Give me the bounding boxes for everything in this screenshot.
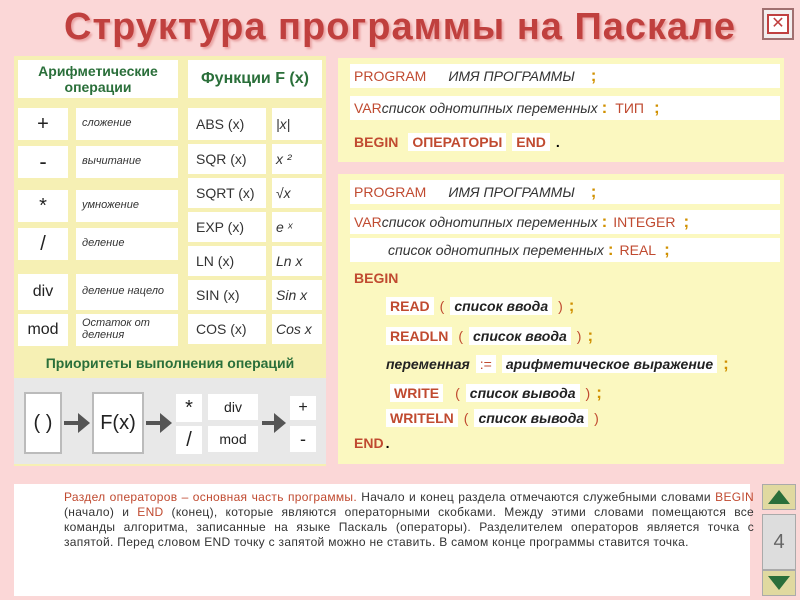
arith-header: Арифметические операции — [18, 60, 178, 98]
next-slide-button[interactable] — [762, 570, 796, 596]
b2-var-row-2 — [388, 238, 670, 262]
priority-plus: + — [290, 396, 316, 420]
b2-write-lp: ( — [455, 385, 460, 401]
b2-readln-rp: ) — [576, 328, 582, 344]
func-sin-form: Sin x — [272, 280, 322, 310]
b2-read: READ — [386, 297, 434, 315]
func-abs-form: |x| — [272, 108, 322, 140]
op-intdiv-desc: деление нацело — [76, 274, 178, 310]
priority-divslash: / — [176, 426, 202, 454]
arrow-right-icon — [78, 413, 90, 433]
b2-program-kw: PROGRAM — [354, 184, 427, 200]
description-lead: Раздел операторов – основная часть программы. — [64, 490, 357, 504]
op-mul-desc: умножение — [76, 190, 178, 222]
b2-var-list-1: список однотипных переменных — [381, 214, 598, 230]
b1-program-row — [354, 64, 596, 88]
b2-assign-row — [386, 352, 729, 376]
description-part-4: (конец), которые являются операторными скобками. Между этими словами помещаются все команды алгоритма, записанные на языке Паскаль (операторы). Разделителем операторов является точка с запятой. Перед словом END точку с запятой можно не ставить. В самом конце программы ставится точка. — [64, 505, 755, 549]
priority-minus: - — [290, 426, 316, 452]
b1-body-row — [354, 130, 560, 154]
b1-program-name: ИМЯ ПРОГРАММЫ — [448, 68, 575, 84]
priority-mod: mod — [208, 426, 258, 452]
op-intdiv: div — [18, 274, 68, 310]
b2-writeln-row — [386, 406, 599, 430]
b2-type-real: REAL — [619, 242, 657, 258]
b2-var-kw: VAR — [354, 214, 382, 230]
b1-begin: BEGIN — [354, 134, 399, 150]
b2-type-integer: INTEGER — [613, 214, 676, 230]
page-number: 4 — [762, 514, 796, 570]
b2-var-list-2: список однотипных переменных — [388, 242, 604, 258]
b2-begin-row — [354, 268, 398, 288]
b2-begin: BEGIN — [354, 270, 399, 286]
op-minus-desc: вычитание — [76, 146, 178, 178]
priority-parens: ( ) — [24, 392, 62, 454]
func-header: Функции F (x) — [188, 60, 322, 98]
b2-read-list: список ввода — [450, 297, 552, 315]
b2-semi-2: ; — [683, 212, 690, 231]
b2-readln-semi: ; — [587, 326, 594, 345]
b2-var-row-1 — [354, 210, 689, 234]
b2-readln: READLN — [386, 327, 452, 345]
op-plus-desc: сложение — [76, 108, 178, 140]
b2-program-name: ИМЯ ПРОГРАММЫ — [448, 184, 575, 200]
close-icon: ✕ — [767, 14, 789, 34]
op-minus: - — [18, 146, 68, 178]
func-cos: COS (x) — [188, 314, 266, 344]
priority-div: div — [208, 394, 258, 420]
func-sqr: SQR (x) — [188, 144, 266, 174]
b2-read-row — [386, 294, 574, 318]
func-sqrt: SQRT (x) — [188, 178, 266, 208]
b2-variable: переменная — [386, 356, 470, 372]
priority-title: Приоритеты выполнения операций — [45, 355, 295, 371]
func-abs: ABS (x) — [188, 108, 266, 140]
b1-type: ТИП — [615, 100, 644, 116]
b2-assign: := — [476, 355, 496, 373]
op-mod: mod — [18, 314, 68, 346]
b2-semi-3: ; — [664, 240, 670, 259]
b1-program-kw: PROGRAM — [354, 68, 427, 84]
b1-operators: ОПЕРАТОРЫ — [408, 133, 506, 151]
b1-var-list: список однотипных переменных — [381, 100, 598, 116]
b1-semi-1: ; — [590, 66, 597, 85]
func-sqrt-form: √x — [272, 178, 322, 208]
b2-program-row — [354, 180, 596, 204]
b2-dot: . — [385, 435, 390, 451]
b1-dot: . — [555, 134, 560, 150]
func-sin: SIN (x) — [188, 280, 266, 310]
b2-writeln-lp: ( — [463, 410, 469, 426]
b2-colon-1: : — [601, 212, 608, 231]
b2-readln-row — [386, 324, 593, 348]
b2-assign-semi: ; — [723, 354, 729, 373]
priority-mul: * — [176, 394, 202, 422]
page-title: Структура программы на Паскале — [64, 6, 736, 48]
b2-writeln-list: список вывода — [474, 409, 588, 427]
op-plus: + — [18, 108, 68, 140]
b2-colon-2: : — [607, 240, 614, 259]
op-div-desc: деление — [76, 228, 178, 260]
op-mul: * — [18, 190, 68, 222]
prev-slide-button[interactable] — [762, 484, 796, 510]
description-begin: BEGIN — [715, 490, 755, 504]
description-end: END — [137, 505, 164, 519]
b2-readln-lp: ( — [458, 328, 464, 344]
arrow-down-icon — [768, 576, 790, 590]
description-text — [64, 490, 754, 550]
b2-writeln-rp: ) — [594, 410, 599, 426]
func-exp: EXP (x) — [188, 212, 266, 242]
b2-end-row — [354, 432, 389, 454]
func-exp-form: e ˣ — [272, 212, 322, 242]
b1-end: END — [512, 133, 550, 151]
description-panel — [14, 484, 755, 596]
b2-writeln: WRITELN — [386, 409, 458, 427]
func-cos-form: Cos x — [272, 314, 322, 344]
arrow-right-icon — [274, 413, 286, 433]
func-ln-form: Ln x — [272, 246, 322, 276]
b1-semi-2: ; — [653, 98, 660, 117]
b2-read-rp: ) — [558, 298, 563, 314]
op-div: / — [18, 228, 68, 260]
op-mod-desc: Остаток от деления — [76, 314, 178, 346]
priority-func: F(x) — [92, 392, 144, 454]
b2-read-lp: ( — [439, 298, 445, 314]
b1-colon: : — [601, 98, 608, 117]
func-sqr-form: x ² — [272, 144, 322, 174]
func-ln: LN (x) — [188, 246, 266, 276]
description-part-2: Начало и конец раздела отмечаются служебными словами — [357, 490, 716, 504]
arrow-up-icon — [768, 490, 790, 504]
b2-write-row — [390, 381, 602, 405]
b2-read-semi: ; — [568, 296, 575, 315]
description-part-3: (начало) и — [64, 505, 138, 519]
b1-var-row — [354, 96, 660, 120]
arrow-right-icon — [160, 413, 172, 433]
b2-write-rp: ) — [585, 385, 591, 401]
close-button[interactable] — [762, 8, 794, 40]
b2-expr: арифметическое выражение — [502, 355, 717, 373]
b2-end: END — [354, 435, 384, 451]
b2-write-list: список вывода — [466, 384, 580, 402]
b2-write-semi: ; — [596, 383, 602, 402]
b2-readln-list: список ввода — [469, 327, 571, 345]
b1-var-kw: VAR — [354, 100, 382, 116]
b2-write: WRITE — [390, 384, 443, 402]
b2-semi-1: ; — [590, 182, 597, 201]
